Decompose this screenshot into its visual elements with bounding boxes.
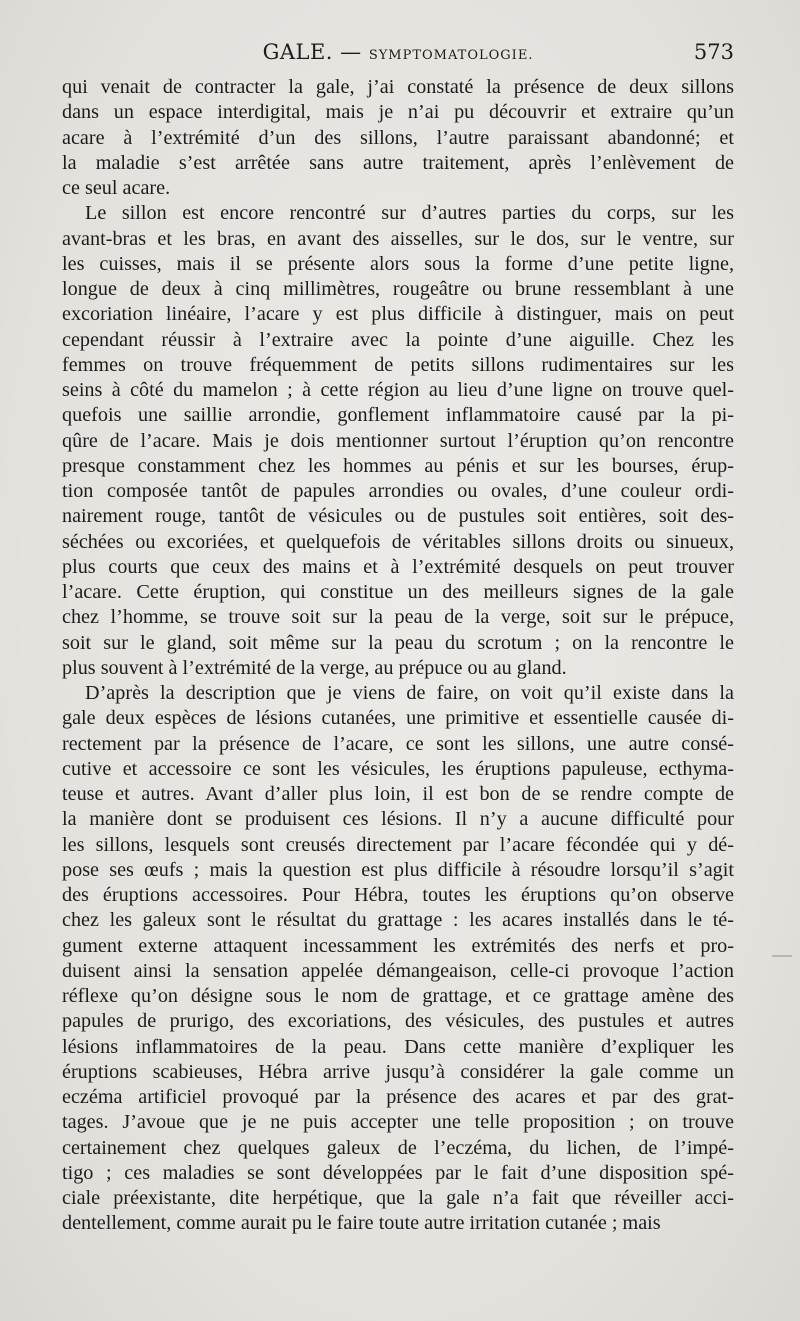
text-line: eczéma artificiel provoqué par la présence des acares et par des grat-: [62, 1086, 734, 1108]
paragraph: [62, 201, 734, 681]
text-line: tigo ; ces maladies se sont développées par le fait d’une disposition spé-: [62, 1161, 734, 1184]
text-line: séchées ou excoriées, et quelquefois de véritables sillons droits ou sinueux,: [62, 530, 734, 553]
text-line: l’acare. Cette éruption, qui constitue un des meilleurs signes de la gale: [62, 581, 734, 603]
text-line: chez les galeux sont le résultat du grattage : les acares installés dans le té-: [62, 909, 734, 932]
text-line: soit sur le gland, soit même sur la peau du scrotum ; on la rencontre le: [62, 631, 734, 654]
text-line: les sillons, lesquels sont creusés directement par l’acare fécondée qui y dé-: [62, 833, 734, 856]
text-line: seins à côté du mamelon ; à cette région au lieu d’une ligne on trouve quel-: [62, 379, 734, 401]
text-line: cutive et accessoire ce sont les vésicules, les éruptions papuleuse, ecthyma-: [62, 757, 734, 780]
text-line: lésions inflammatoires de la peau. Dans cette manière d’expliquer les: [62, 1035, 734, 1058]
text-line: réflexe qu’on désigne sous le nom de grattage, et ce grattage amène des: [62, 985, 734, 1007]
text-line: les cuisses, mais il se présente alors sous la forme d’une petite ligne,: [62, 252, 734, 275]
text-line: D’après la description que je viens de faire, on voit qu’il existe dans la: [85, 682, 734, 704]
body-text: [62, 75, 734, 1237]
text-line: quefois une saillie arrondie, gonflement inflammatoire causé par la pi-: [62, 404, 734, 427]
text-line: excoriation linéaire, l’acare y est plus difficile à distinguer, mais on peut: [62, 303, 734, 326]
text-line: acare à l’extrémité d’un des sillons, l’autre paraissant abandonné; et: [62, 126, 734, 149]
text-line: pose ses œufs ; mais la question est plus difficile à résoudre lorsqu’il s’agit: [62, 858, 734, 881]
text-line: certainement chez quelques galeux de l’eczéma, du lichen, de l’impé-: [62, 1136, 734, 1159]
text-line: dentellement, comme aurait pu le faire toute autre irritation cutanée ; mais: [62, 1212, 661, 1235]
text-line: nairement rouge, tantôt de vésicules ou de pustules soit entières, soit des-: [62, 505, 734, 528]
text-line: rectement par la présence de l’acare, ce sont les sillons, une autre consé-: [62, 732, 734, 755]
margin-mark: [772, 955, 792, 957]
text-line: ciale préexistante, dite herpétique, que la gale n’a fait que réveiller acci-: [62, 1187, 734, 1209]
text-line: cependant réussir à l’extraire avec la pointe d’une aiguille. Chez les: [62, 328, 734, 351]
text-line: tion composée tantôt de papules arrondies ou ovales, d’une couleur ordi-: [62, 480, 734, 502]
text-line: gument externe attaquent incessamment les extrémités des nerfs et pro-: [62, 934, 734, 957]
running-title-sub: SYMPTOMATOLOGIE.: [368, 48, 534, 63]
text-line: femmes on trouve fréquemment de petits sillons rudimentaires sur les: [62, 353, 734, 376]
paragraph: [62, 75, 734, 201]
text-line: teuse et autres. Avant d’aller plus loin, il est bon de se rendre compte de: [62, 783, 734, 805]
text-line: papules de prurigo, des excoriations, des vésicules, des pustules et autres: [62, 1010, 734, 1033]
text-line: la maladie s’est arrêtée sans autre traitement, après l’enlèvement de: [62, 151, 734, 174]
text-line: qui venait de contracter la gale, j’ai constaté la présence de deux sillons: [62, 76, 734, 98]
text-line: gale deux espèces de lésions cutanées, une primitive et essentielle causée di-: [62, 707, 734, 730]
text-line: tages. J’avoue que je ne puis accepter une telle proposition ; on trouve: [62, 1111, 734, 1134]
running-title: [62, 40, 734, 64]
text-line: ce seul acare.: [62, 177, 171, 199]
text-line: des éruptions accessoires. Pour Hébra, toutes les éruptions qu’on observe: [62, 884, 734, 906]
page-number: 573: [693, 40, 734, 64]
text-line: éruptions scabieuses, Hébra arrive jusqu’à considérer la gale comme un: [62, 1060, 734, 1083]
text-line: Le sillon est encore rencontré sur d’autres parties du corps, sur les: [85, 202, 734, 225]
text-line: longue de deux à cinq millimètres, rougeâtre ou brune ressemblant à une: [62, 278, 734, 300]
text-line: plus souvent à l’extrémité de la verge, au prépuce ou au gland.: [62, 656, 567, 679]
text-line: dans un espace interdigital, mais je n’ai pu découvrir et extraire qu’un: [62, 101, 734, 124]
text-line: plus courts que ceux des mains et à l’extrémité desquels on peut trouver: [62, 555, 734, 578]
text-line: qûre de l’acare. Mais je dois mentionner surtout l’éruption qu’on rencontre: [62, 429, 734, 452]
running-header: [62, 40, 734, 70]
text-line: avant-bras et les bras, en avant des aisselles, sur le dos, sur le ventre, sur: [62, 227, 734, 250]
text-line: duisent ainsi la sensation appelée démangeaison, celle-ci provoque l’action: [62, 959, 734, 982]
running-title-main: GALE. —: [262, 40, 369, 64]
text-line: la manière dont se produisent ces lésions. Il n’y a aucune difficulté pour: [62, 808, 734, 831]
text-line: presque constamment chez les hommes au pénis et sur les bourses, érup-: [62, 454, 734, 477]
paragraph: [62, 681, 734, 1237]
text-line: chez l’homme, se trouve soit sur la peau de la verge, soit sur le prépuce,: [62, 606, 734, 629]
